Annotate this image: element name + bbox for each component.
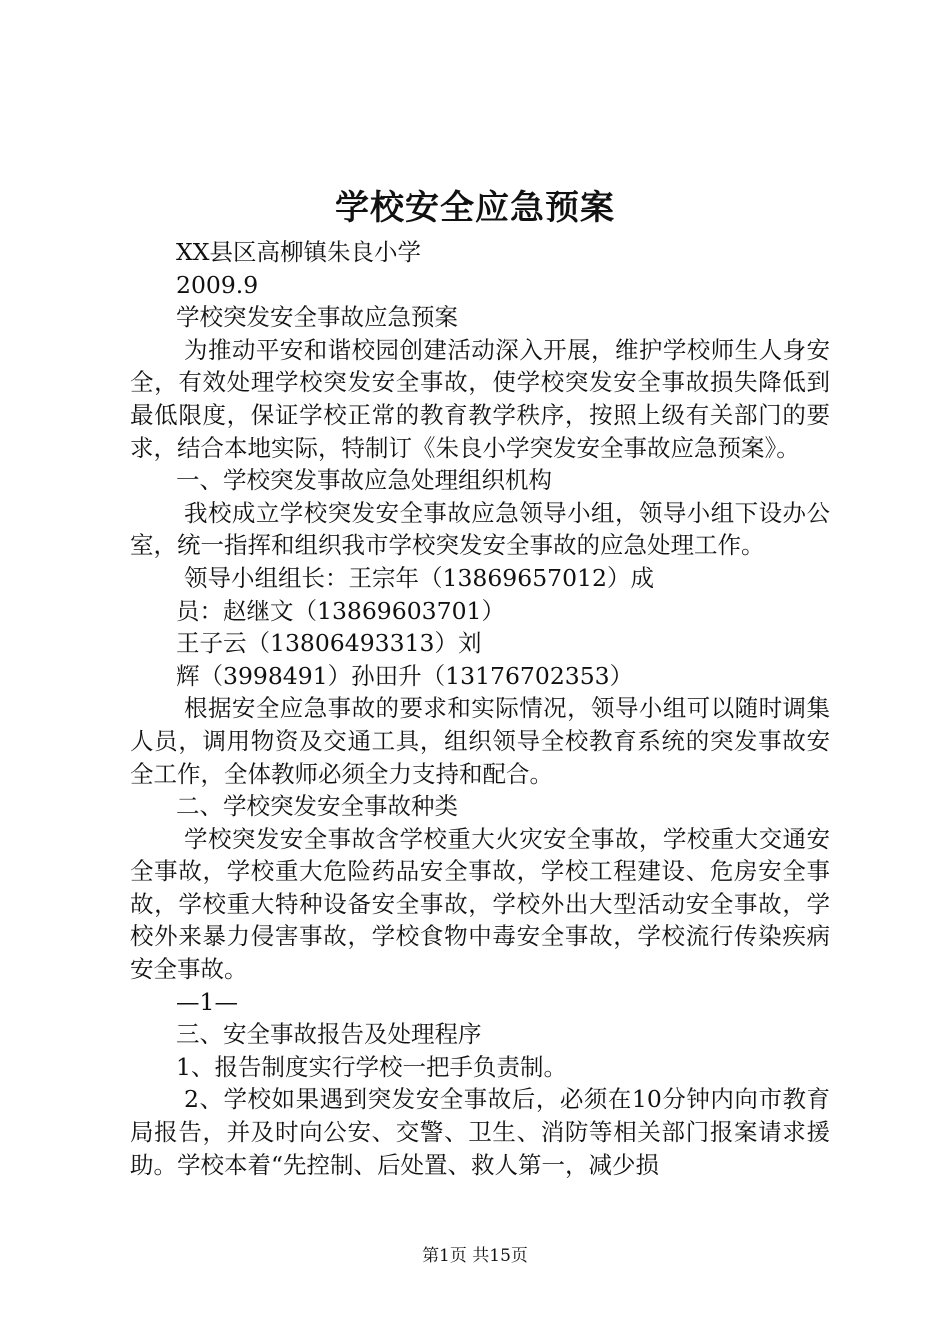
document-body xyxy=(130,236,830,1181)
paragraph: 一、学校突发事故应急处理组织机构 xyxy=(176,466,552,495)
document-title: 学校安全应急预案 xyxy=(335,188,615,228)
paragraph: 学校突发安全事故应急预案 xyxy=(176,303,458,332)
paragraph: 为推动平安和谐校园创建活动深入开展，维护学校师生人身安全，有效处理学校突发安全事故，使学校突发安全事故损失降低到最低限度，保证学校正常的教育教学秩序，按照上级有关部门的要求，结合本地实际，特制订《朱良小学突发安全事故应急预案》。 xyxy=(130,335,830,462)
paragraph: 根据安全应急事故的要求和实际情况，领导小组可以随时调集人员，调用物资及交通工具，组织领导全校教育系统的突发事故安全工作，全体教师必须全力支持和配合。 xyxy=(130,694,830,788)
paragraph: 三、安全事故报告及处理程序 xyxy=(176,1020,482,1049)
paragraph: 1、报告制度实行学校一把手负责制。 xyxy=(176,1052,567,1081)
paragraph: XX县区高柳镇朱良小学 xyxy=(176,238,421,266)
paragraph: 学校突发安全事故含学校重大火灾安全事故，学校重大交通安全事故，学校重大危险药品安全事故，学校工程建设、危房安全事故，学校重大特种设备安全事故，学校外出大型活动安全事故，学校外来暴力侵害事故，学校食物中毒安全事故，学校流行传染疾病安全事故。 xyxy=(130,824,830,984)
paragraph: 2、学校如果遇到突发安全事故后，必须在10分钟内向市教育局报告，并及时向公安、交警、卫生、消防等相关部门报案请求援助。学校本着“先控制、后处置、救人第一，减少损 xyxy=(130,1085,830,1179)
paragraph: 员：赵继文（13869603701） xyxy=(176,596,505,625)
page-footer: 第1页 共15页 xyxy=(422,1246,528,1266)
paragraph: —1— xyxy=(176,987,238,1016)
paragraph: 二、学校突发安全事故种类 xyxy=(176,792,458,821)
paragraph: 我校成立学校突发安全事故应急领导小组，领导小组下设办公室，统一指挥和组织我市学校突发安全事故的应急处理工作。 xyxy=(130,498,830,560)
paragraph: 辉（3998491）孙田升（13176702353） xyxy=(176,661,634,690)
paragraph: 领导小组组长：王宗年（13869657012）成 xyxy=(184,563,654,592)
paragraph: 王子云（13806493313）刘 xyxy=(176,629,482,658)
paragraph: 2009.9 xyxy=(176,270,259,299)
